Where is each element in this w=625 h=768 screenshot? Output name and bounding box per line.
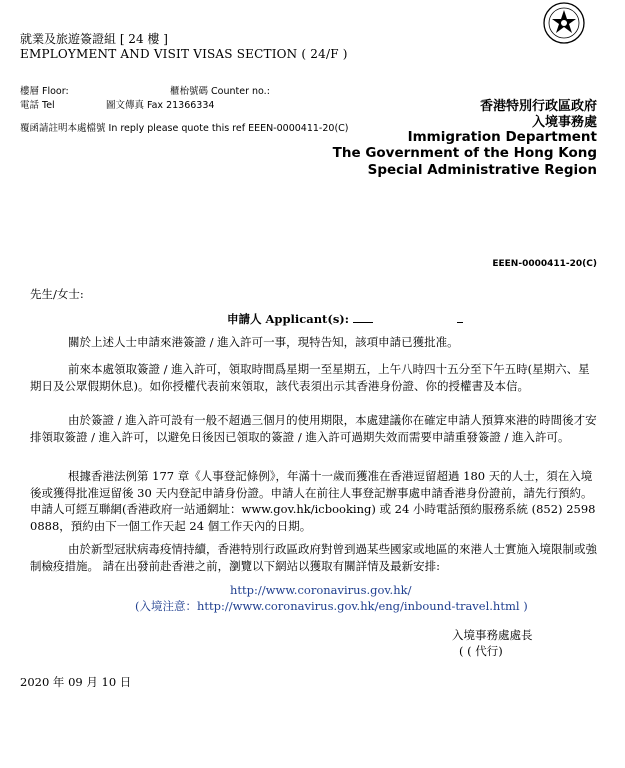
salutation: 先生/女士: (30, 287, 84, 301)
counter-label: 櫃枱號碼 Counter no.: (170, 86, 270, 97)
paragraph-registration: 根據香港法例第 177 章《人事登記條例》，年滿十一歲而獲准在香港逗留超過 180 天的人士，須在入境後或獲得批准逗留後 30 天内登記申請身份證。申請人在前往人事登記辦事處申請香港身份證前，請先行預約。申請人可經互聯網(香港政府一站通網址：www.gov.hk/icbooking) 或 24 小時電話預約服務系統 (852) 2598 0888，預約由下一個工作天起 24 個工作天內的日期。 (30, 469, 596, 533)
applicant-label: 申請人 Applicant(s): (227, 312, 349, 326)
hksar-emblem-icon (538, 0, 590, 46)
signatory-title: 入境事務處處長 (452, 628, 533, 642)
paragraph-covid: 由於新型冠狀病毒疫情持續，香港特別行政區政府對曾到過某些國家或地區的來港人士實施入境限制或強制檢疫措施。 請在出發前赴香港之前，瀏覽以下網站以獲取有關詳情及最新安排: (30, 542, 597, 573)
tel-label: 電話 Tel (20, 100, 55, 111)
applicant-blank (353, 312, 373, 323)
file-reference: EEEN-0000411-20(C) (492, 259, 597, 269)
floor-label: 樓層 Floor: (20, 86, 69, 97)
reply-reference: 覆函請註明本處檔號 In reply please quote this ref EEEN-0000411-20(C) (20, 123, 349, 134)
paragraph-collection: 前來本處領取簽證 / 進入許可，領取時間爲星期一至星期五，上午八時四十五分至下午五時(星期六、星期日及公眾假期休息)。如你授權代表前來領取，該代表須出示其香港身份證、你的授權書及本信。 (30, 362, 590, 393)
letter-date: 2020 年 09 月 10 日 (20, 675, 132, 689)
fax-label: 圖文傳真 Fax 21366334 (106, 100, 215, 111)
government-name-english-2: Special Administrative Region (367, 162, 597, 178)
section-name-english: EMPLOYMENT AND VISIT VISAS SECTION ( 24/F ) (20, 47, 348, 61)
department-name-chinese: 入境事務處 (531, 115, 597, 130)
section-name-chinese: 就業及旅遊簽證組 [ 24 樓 ] (20, 32, 168, 46)
paragraph-validity: 由於簽證 / 進入許可設有一般不超過三個月的使用期限，本處建議你在確定申請人預算來港的時間後才安排領取簽證 / 進入許可，以避免日後因已領取的簽證 / 進入許可過期失效而需要申請重發簽證 / 進入許可。 (30, 413, 597, 444)
inbound-travel-link[interactable]: (入境注意：http://www.coronavirus.gov.hk/eng/inbound-travel.html ) (135, 599, 528, 613)
government-name-english-1: The Government of the Hong Kong (332, 145, 597, 161)
applicant-blank-2 (457, 312, 463, 323)
applicant-line (227, 311, 463, 327)
department-name-english: Immigration Department (407, 129, 597, 145)
signatory-for: ( ( 代行) (459, 644, 503, 658)
government-name-chinese: 香港特別行政區政府 (479, 99, 597, 114)
paragraph-approval: 關於上述人士申請來港簽證 / 進入許可一事，現特告知，該項申請已獲批准。 (68, 335, 459, 349)
coronavirus-link[interactable]: http://www.coronavirus.gov.hk/ (230, 583, 412, 597)
